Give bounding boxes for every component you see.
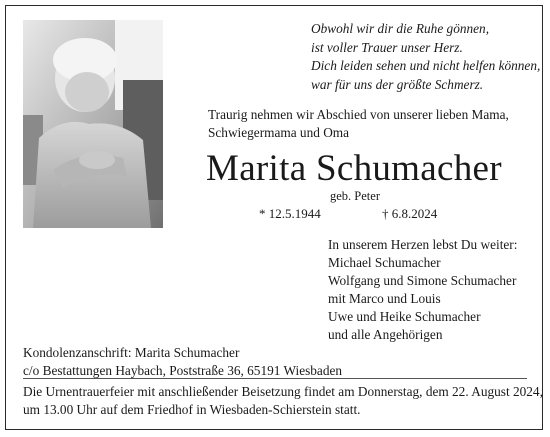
poem-line: war für uns der größte Schmerz. — [311, 76, 484, 92]
divider-line — [23, 378, 527, 379]
family-line: Michael Schumacher — [328, 255, 441, 270]
service-line: Die Urnentrauerfeier mit anschließender Beisetzung findet am Donnerstag, dem 22. August 2024, — [23, 384, 543, 399]
portrait-photo — [23, 20, 163, 228]
family-list — [328, 236, 517, 344]
poem-line: Obwohl wir dir die Ruhe gönnen, — [311, 21, 490, 36]
birth-name: geb. Peter — [330, 189, 380, 203]
condolence-address — [23, 344, 342, 380]
poem-line: Dich leiden sehen und nicht helfen können, — [311, 58, 541, 73]
intro-line: Traurig nehmen wir Abschied von unserer lieben Mama, — [208, 107, 509, 122]
condolence-line: Kondolenzanschrift: Marita Schumacher — [23, 345, 240, 360]
intro-line: Schwiegermama und Oma — [208, 125, 350, 140]
service-line: um 13.00 Uhr auf dem Friedhof in Wiesbaden-Schierstein statt. — [23, 402, 361, 417]
family-line: mit Marco und Louis — [328, 291, 441, 306]
poem — [311, 20, 540, 94]
poem-line: ist voller Trauer unser Herz. — [311, 39, 463, 55]
family-line: Wolfgang und Simone Schumacher — [328, 273, 517, 288]
family-line: Uwe und Heike Schumacher — [328, 309, 481, 324]
death-date: † 6.8.2024 — [382, 206, 438, 221]
family-line: In unserem Herzen lebst Du weiter: — [328, 237, 518, 252]
funeral-service-notice — [23, 383, 543, 419]
farewell-intro — [208, 106, 509, 142]
birth-date: * 12.5.1944 — [259, 206, 321, 221]
deceased-name: Marita Schumacher — [206, 148, 502, 189]
family-line: und alle Angehörigen — [328, 327, 443, 342]
condolence-line: c/o Bestattungen Haybach, Poststraße 36, 65191 Wiesbaden — [23, 363, 343, 378]
